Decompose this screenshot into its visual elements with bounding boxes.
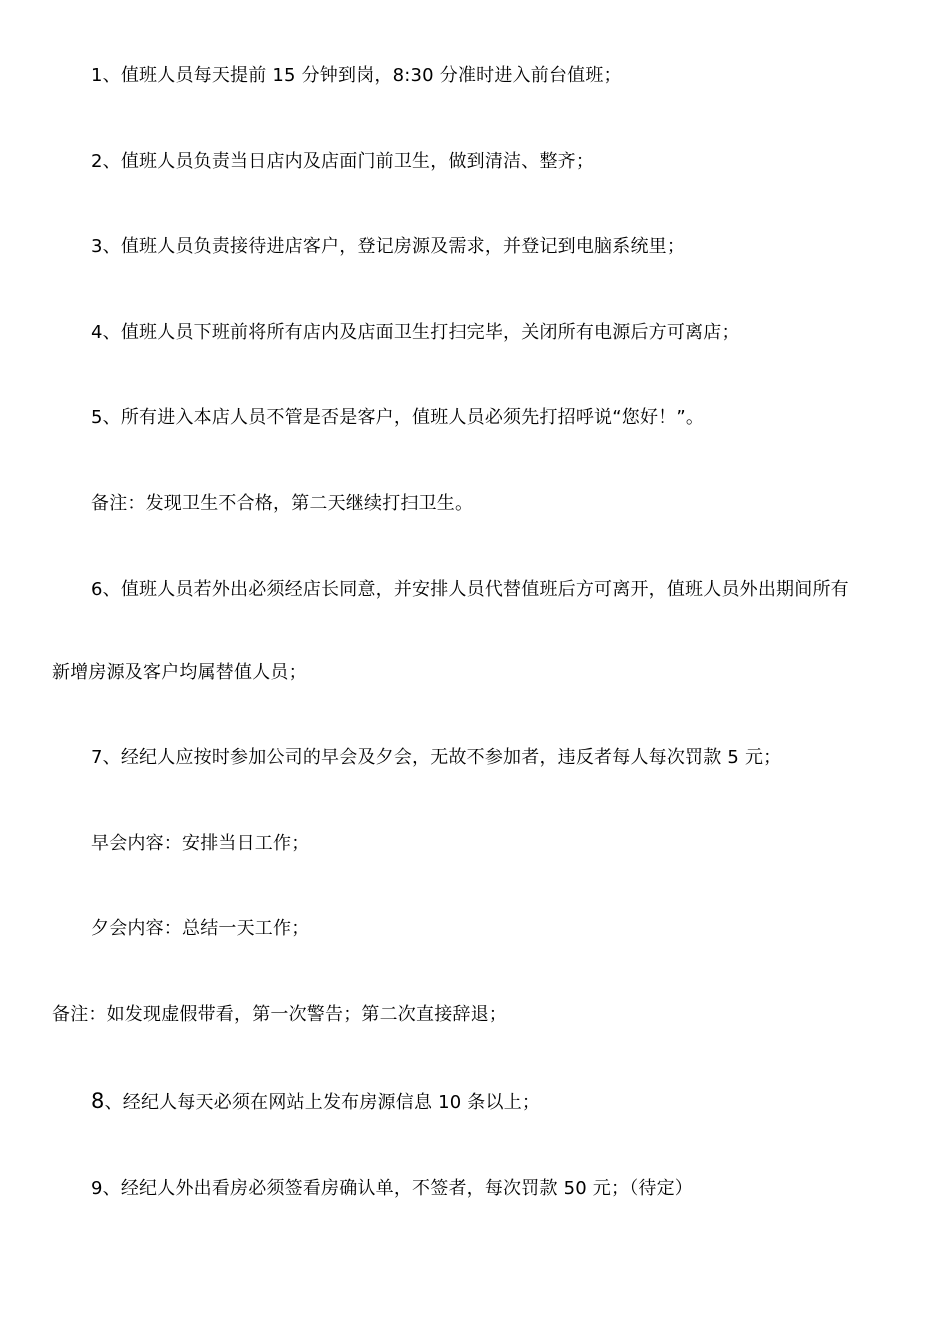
morning-meeting-content: 早会内容：安排当日工作； — [91, 833, 310, 854]
note-fake-viewing: 备注：如发现虚假带看，第一次警告；第二次直接辞退； — [52, 1004, 507, 1025]
rule-8-number: 8 — [91, 1089, 105, 1113]
rule-6: 6、值班人员若外出必须经店长同意，并安排人员代替值班后方可离开，值班人员外出期间所有 — [91, 579, 849, 600]
rule-2: 2、值班人员负责当日店内及店面门前卫生，做到清洁、整齐； — [91, 151, 595, 172]
rule-5: 5、所有进入本店人员不管是否是客户，值班人员必须先打招呼说“您好！”。 — [91, 407, 705, 428]
note-hygiene: 备注：发现卫生不合格，第二天继续打扫卫生。 — [91, 493, 474, 514]
evening-meeting-content: 夕会内容：总结一天工作； — [91, 918, 310, 939]
rule-9: 9、经纪人外出看房必须签看房确认单，不签者，每次罚款 50 元；（待定） — [91, 1178, 693, 1199]
rule-7: 7、经纪人应按时参加公司的早会及夕会，无故不参加者，违反者每人每次罚款 5 元； — [91, 747, 782, 768]
rule-4: 4、值班人员下班前将所有店内及店面卫生打扫完毕，关闭所有电源后方可离店； — [91, 322, 740, 343]
rule-1: 1、值班人员每天提前 15 分钟到岗，8:30 分准时进入前台值班； — [91, 65, 622, 86]
rule-8-text: 、经纪人每天必须在网站上发布房源信息 10 条以上； — [104, 1092, 541, 1113]
rule-3: 3、值班人员负责接待进店客户，登记房源及需求，并登记到电脑系统里； — [91, 236, 686, 257]
rule-8 — [91, 1088, 540, 1116]
rule-6-continuation: 新增房源及客户均属替值人员； — [52, 662, 307, 683]
